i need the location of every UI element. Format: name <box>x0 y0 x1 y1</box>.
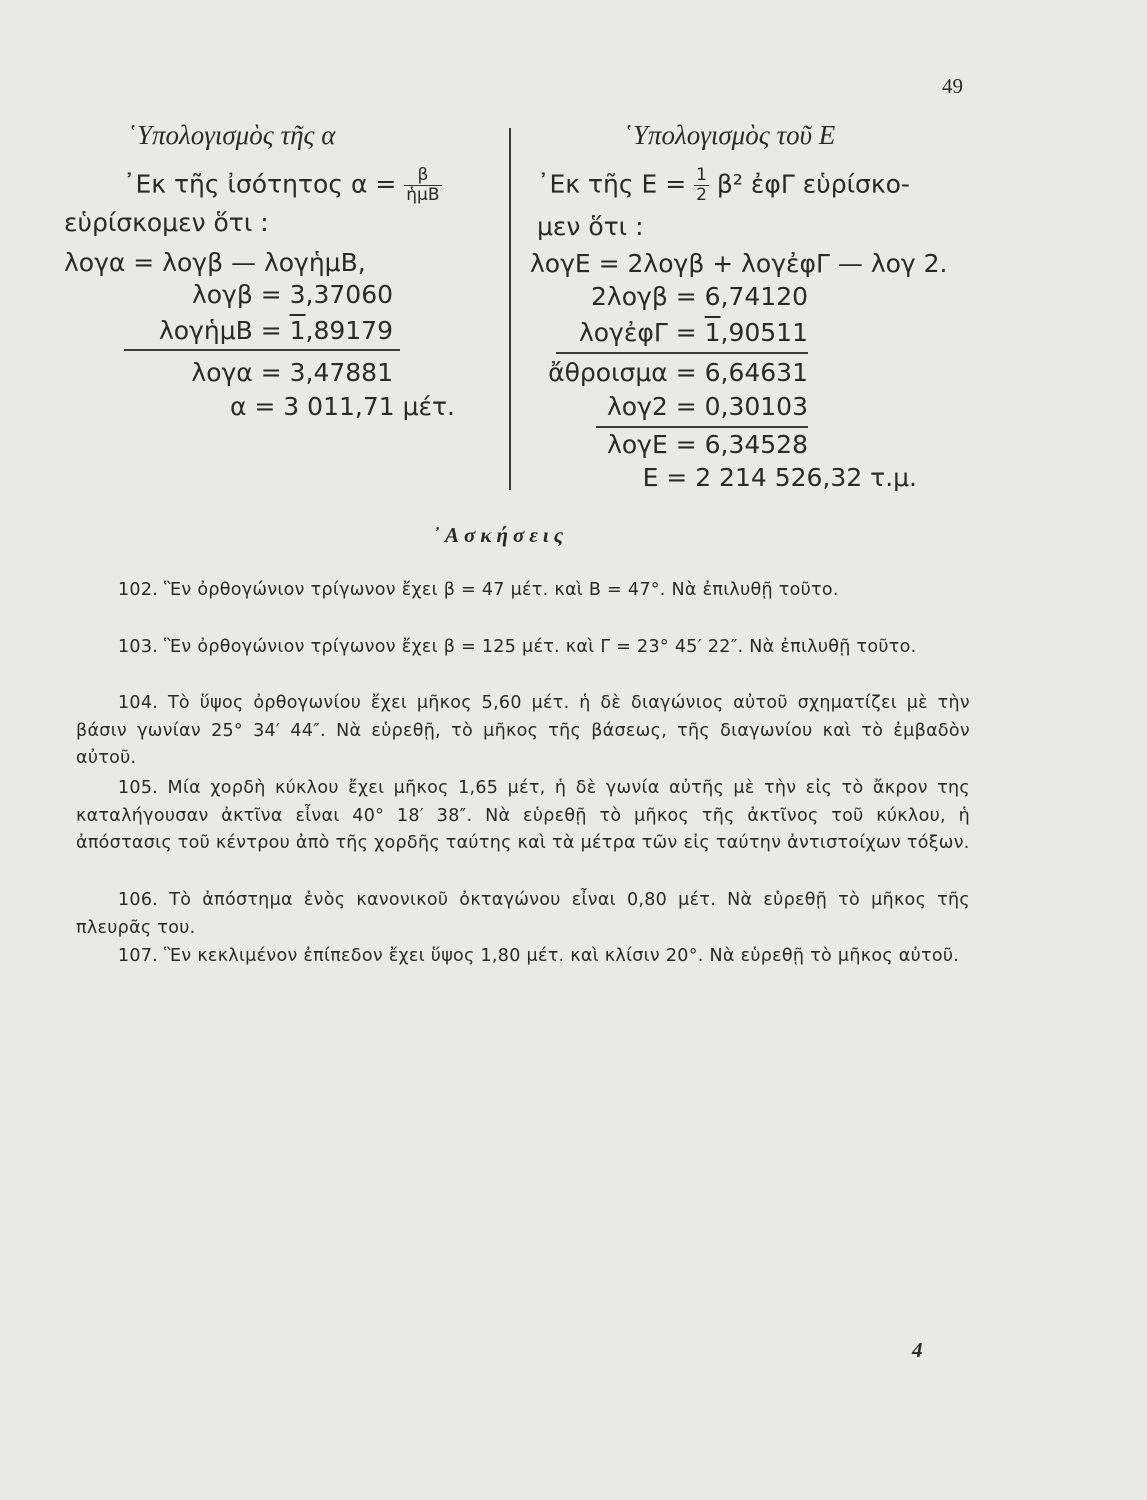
right-intro-text-b: β² ἐφΓ εὑρίσκο- <box>716 169 910 199</box>
right-eq3-characteristic: 1 <box>704 318 721 347</box>
right-fraction-denominator: 2 <box>696 185 707 205</box>
column-divider <box>509 128 511 490</box>
right-equation-6: λογΕ = 6,34528 <box>607 430 808 459</box>
right-heading: ῾Υπολογισμὸς τοῦ Ε <box>624 120 836 150</box>
right-fraction-numerator: 1 <box>696 165 707 185</box>
left-heading: ῾Υπολογισμὸς τῆς α <box>128 120 336 150</box>
right-equation-5: λογ2 = 0,30103 <box>606 392 808 421</box>
exercise-107: 107. Ἓν κεκλιμένον ἐπίπεδον ἔχει ὕψος 1,80 μέτ. καὶ κλίσιν 20°. Νὰ εὑρεθῇ τὸ μῆκος αὐτοῦ. <box>118 946 960 966</box>
right-eq3-mantissa: ,90511 <box>720 318 808 347</box>
left-equation-3 <box>64 316 393 345</box>
left-sum-rule <box>124 349 400 351</box>
right-fraction <box>694 166 709 205</box>
right-equation-7: Ε = 2 214 526,32 τ.μ. <box>642 463 917 492</box>
left-fraction-numerator: β <box>404 166 441 186</box>
left-eq3-characteristic: 1 <box>289 316 306 345</box>
exercises-heading: ᾿Ασκήσεις <box>433 523 569 547</box>
exercise-106: 106. Τὸ ἀπόστημα ἑνὸς κανονικοῦ ὀκταγώνου εἶναι 0,80 μέτ. Νὰ εὑρεθῇ τὸ μῆκος τῆς πλευρᾶς του. <box>76 890 970 938</box>
left-equation-4: λογα = 3,47881 <box>191 358 393 387</box>
left-intro-text: ᾿Εκ τῆς ἰσότητος α = <box>123 169 397 199</box>
left-equation-2: λογβ = 3,37060 <box>191 280 393 309</box>
page-number: 49 <box>942 74 963 98</box>
exercise-103: 103. Ἓν ὀρθογώνιον τρίγωνον ἔχει β = 125 μέτ. καὶ Γ = 23° 45′ 22″. Νὰ ἐπιλυθῇ τοῦτο. <box>118 637 917 657</box>
left-intro-line <box>123 166 442 205</box>
exercise-105: 105. Μία χορδὴ κύκλου ἔχει μῆκος 1,65 μέτ, ἡ δὲ γωνία αὐτῆς μὲ τὴν εἰς τὸ ἄκρον της καταλήγουσαν ἀκτῖνα εἶναι 40° 18′ 38″. Νὰ εὑρεθῇ τὸ μῆκος τῆς ἀκτῖνος τοῦ κύκλου, ἡ ἀπόστασις τοῦ κέντρου ἀπὸ τῆς χορδῆς ταύτης καὶ τὰ μέτρα τῶν εἰς ταύτην ἀντιστοίχων τόξων. <box>76 778 970 853</box>
left-fraction-denominator: ἡμΒ <box>406 185 440 205</box>
right-intro-line <box>537 166 910 205</box>
right-sum-rule-1 <box>556 352 808 354</box>
right-intro-text: ᾿Εκ τῆς Ε = <box>537 169 687 199</box>
right-intro-continued: μεν ὅτι : <box>537 212 644 241</box>
right-equation-3 <box>520 318 808 347</box>
left-intro-continued: εὑρίσκομεν ὅτι : <box>64 208 269 237</box>
exercise-102: 102. Ἓν ὀρθογώνιον τρίγωνον ἔχει β = 47 μέτ. καὶ Β = 47°. Νὰ ἐπιλυθῇ τοῦτο. <box>118 580 839 600</box>
left-equation-1: λογα = λογβ — λογἡμΒ, <box>64 248 366 277</box>
exercise-104: 104. Τὸ ὕψος ὀρθογωνίου ἔχει μῆκος 5,60 μέτ. ἡ δὲ διαγώνιος αὐτοῦ σχηματίζει μὲ τὴν βάσιν γωνίαν 25° 34′ 44″. Νὰ εὑρεθῇ, τὸ μῆκος τῆς βάσεως, τῆς διαγωνίου καὶ τὸ ἐμβαδὸν αὐτοῦ. <box>76 693 970 768</box>
left-fraction <box>404 166 441 205</box>
right-eq3-lhs: λογἐφΓ = <box>578 318 705 347</box>
left-eq3-lhs: λογἡμΒ = <box>158 316 290 345</box>
signature-mark: 4 <box>912 1338 923 1362</box>
left-eq3-mantissa: ,89179 <box>305 316 393 345</box>
right-equation-2: 2λογβ = 6,74120 <box>591 282 808 311</box>
right-equation-4: ἄθροισμα = 6,64631 <box>548 358 808 387</box>
left-equation-5: α = 3 011,71 μέτ. <box>229 392 455 421</box>
right-equation-1: λογΕ = 2λογβ + λογἐφΓ — λογ 2. <box>530 249 948 278</box>
right-sum-rule-2 <box>596 426 808 428</box>
